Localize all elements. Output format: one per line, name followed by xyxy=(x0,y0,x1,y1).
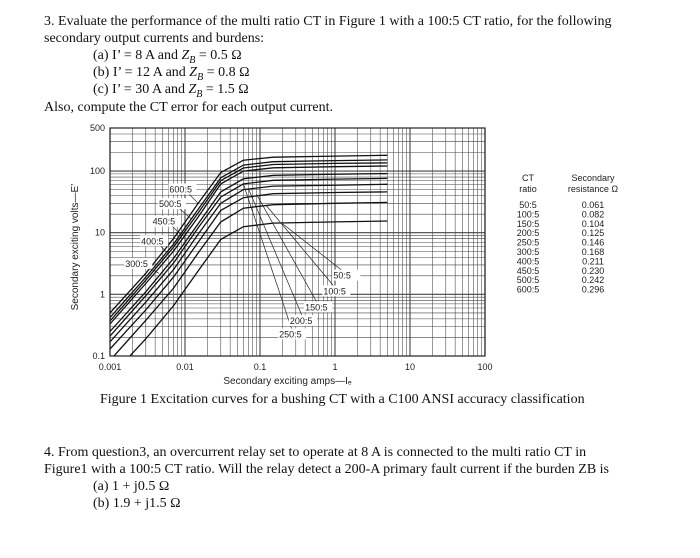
table-resistance-cell: 0.146 xyxy=(581,237,605,248)
table-header-secondary: Secondary xyxy=(571,173,615,183)
table-ratio-cell: 600:5 xyxy=(516,284,540,295)
table-header-ct: CT xyxy=(522,173,534,183)
curve-label: 600:5 xyxy=(169,184,192,195)
curve-label: 100:5 xyxy=(323,286,346,297)
table-resistance-cell: 0.296 xyxy=(581,284,605,295)
table-resistance-cell: 0.082 xyxy=(581,209,605,220)
table-resistance-cell: 0.168 xyxy=(581,247,605,257)
curve-leader-line xyxy=(243,184,293,334)
table-resistance-cell: 0.242 xyxy=(581,275,605,286)
curve-leader-line xyxy=(283,224,348,275)
x-tick-label: 100 xyxy=(477,362,493,372)
table-subheader-resistance: resistance Ω xyxy=(567,184,619,194)
y-axis-label: Secondary exciting volts—E’ xyxy=(70,183,81,311)
table-ratio-cell: 400:5 xyxy=(516,256,540,267)
table-resistance-cell: 0.125 xyxy=(581,228,605,239)
table-resistance-cell: 0.061 xyxy=(581,200,605,210)
table-ratio-cell: 100:5 xyxy=(516,209,540,220)
curve-label: 150:5 xyxy=(305,302,328,313)
curve-leader-line xyxy=(266,205,337,290)
y-tick-label: 10 xyxy=(94,227,105,238)
x-tick-label: 10 xyxy=(404,362,416,372)
question3-line2: secondary output currents and burdens: xyxy=(44,31,265,46)
table-ratio-cell: 500:5 xyxy=(516,275,540,286)
table-ratio-cell: 250:5 xyxy=(516,237,540,248)
y-tick-label: 1 xyxy=(99,289,105,300)
curve-label: 50:5 xyxy=(333,270,351,281)
table-ratio-cell: 450:5 xyxy=(516,265,540,276)
curve-label: 250:5 xyxy=(279,329,302,340)
curve-leader-line xyxy=(257,194,320,306)
x-tick-label: 1 xyxy=(332,362,338,372)
question3-also: Also, compute the CT error for each output current. xyxy=(44,100,333,115)
chart-axes xyxy=(70,123,493,387)
table-resistance-cell: 0.104 xyxy=(581,218,605,229)
x-tick-label: 0.01 xyxy=(176,362,194,372)
y-tick-label: 0.1 xyxy=(92,351,105,361)
table-ratio-cell: 300:5 xyxy=(516,247,540,257)
y-tick-label: 100 xyxy=(89,166,105,177)
x-tick-label: 0.001 xyxy=(98,362,122,372)
question4-line1: 4. From question3, an overcurrent relay set to operate at 8 A is connected to the multi ratio CT in xyxy=(44,445,587,460)
curve-label: 400:5 xyxy=(141,236,164,247)
table-resistance-cell: 0.211 xyxy=(582,256,604,267)
curve-label: 500:5 xyxy=(158,199,182,210)
table-resistance-cell: 0.230 xyxy=(581,265,605,276)
table-ratio-cell: 50:5 xyxy=(519,200,537,210)
question4-part-b: (b) 1.9 + j1.5 Ω xyxy=(93,496,181,511)
curve-label: 200:5 xyxy=(289,316,313,327)
x-tick-label: 0.1 xyxy=(253,362,267,372)
question3-part-b: (b) I’ = 12 A and $Z_B = 0.8$ Ω xyxy=(93,65,250,83)
curve-label: 450:5 xyxy=(152,216,176,227)
table-ratio-cell: 200:5 xyxy=(516,228,540,239)
y-tick-label: 500 xyxy=(89,123,105,133)
question4-part-a: (a) 1 + j0.5 Ω xyxy=(93,479,170,494)
figure-caption: Figure 1 Excitation curves for a bushing CT with a C100 ANSI accuracy classification xyxy=(100,392,585,407)
table-subheader-ratio: ratio xyxy=(519,184,537,194)
x-axis-label: Secondary exciting amps—Iₑ xyxy=(223,376,352,387)
curve-label: 300:5 xyxy=(125,258,148,269)
table-ratio-cell: 150:5 xyxy=(516,218,540,229)
question3-line1: 3. Evaluate the performance of the multi ratio CT in Figure 1 with a 100:5 CT ratio, for the following xyxy=(44,14,612,29)
ct-resistance-table xyxy=(517,173,619,295)
question4-line2: Figure1 with a 100:5 CT ratio. Will the relay detect a 200-A primary fault current if the burden ZB is xyxy=(44,462,609,477)
question3-part-c: (c) I’ = 30 A and $Z_B = 1.5$ Ω xyxy=(93,82,249,100)
question3-part-a: (a) I’ = 8 A and $Z_B = 0.5$ Ω xyxy=(93,48,242,66)
